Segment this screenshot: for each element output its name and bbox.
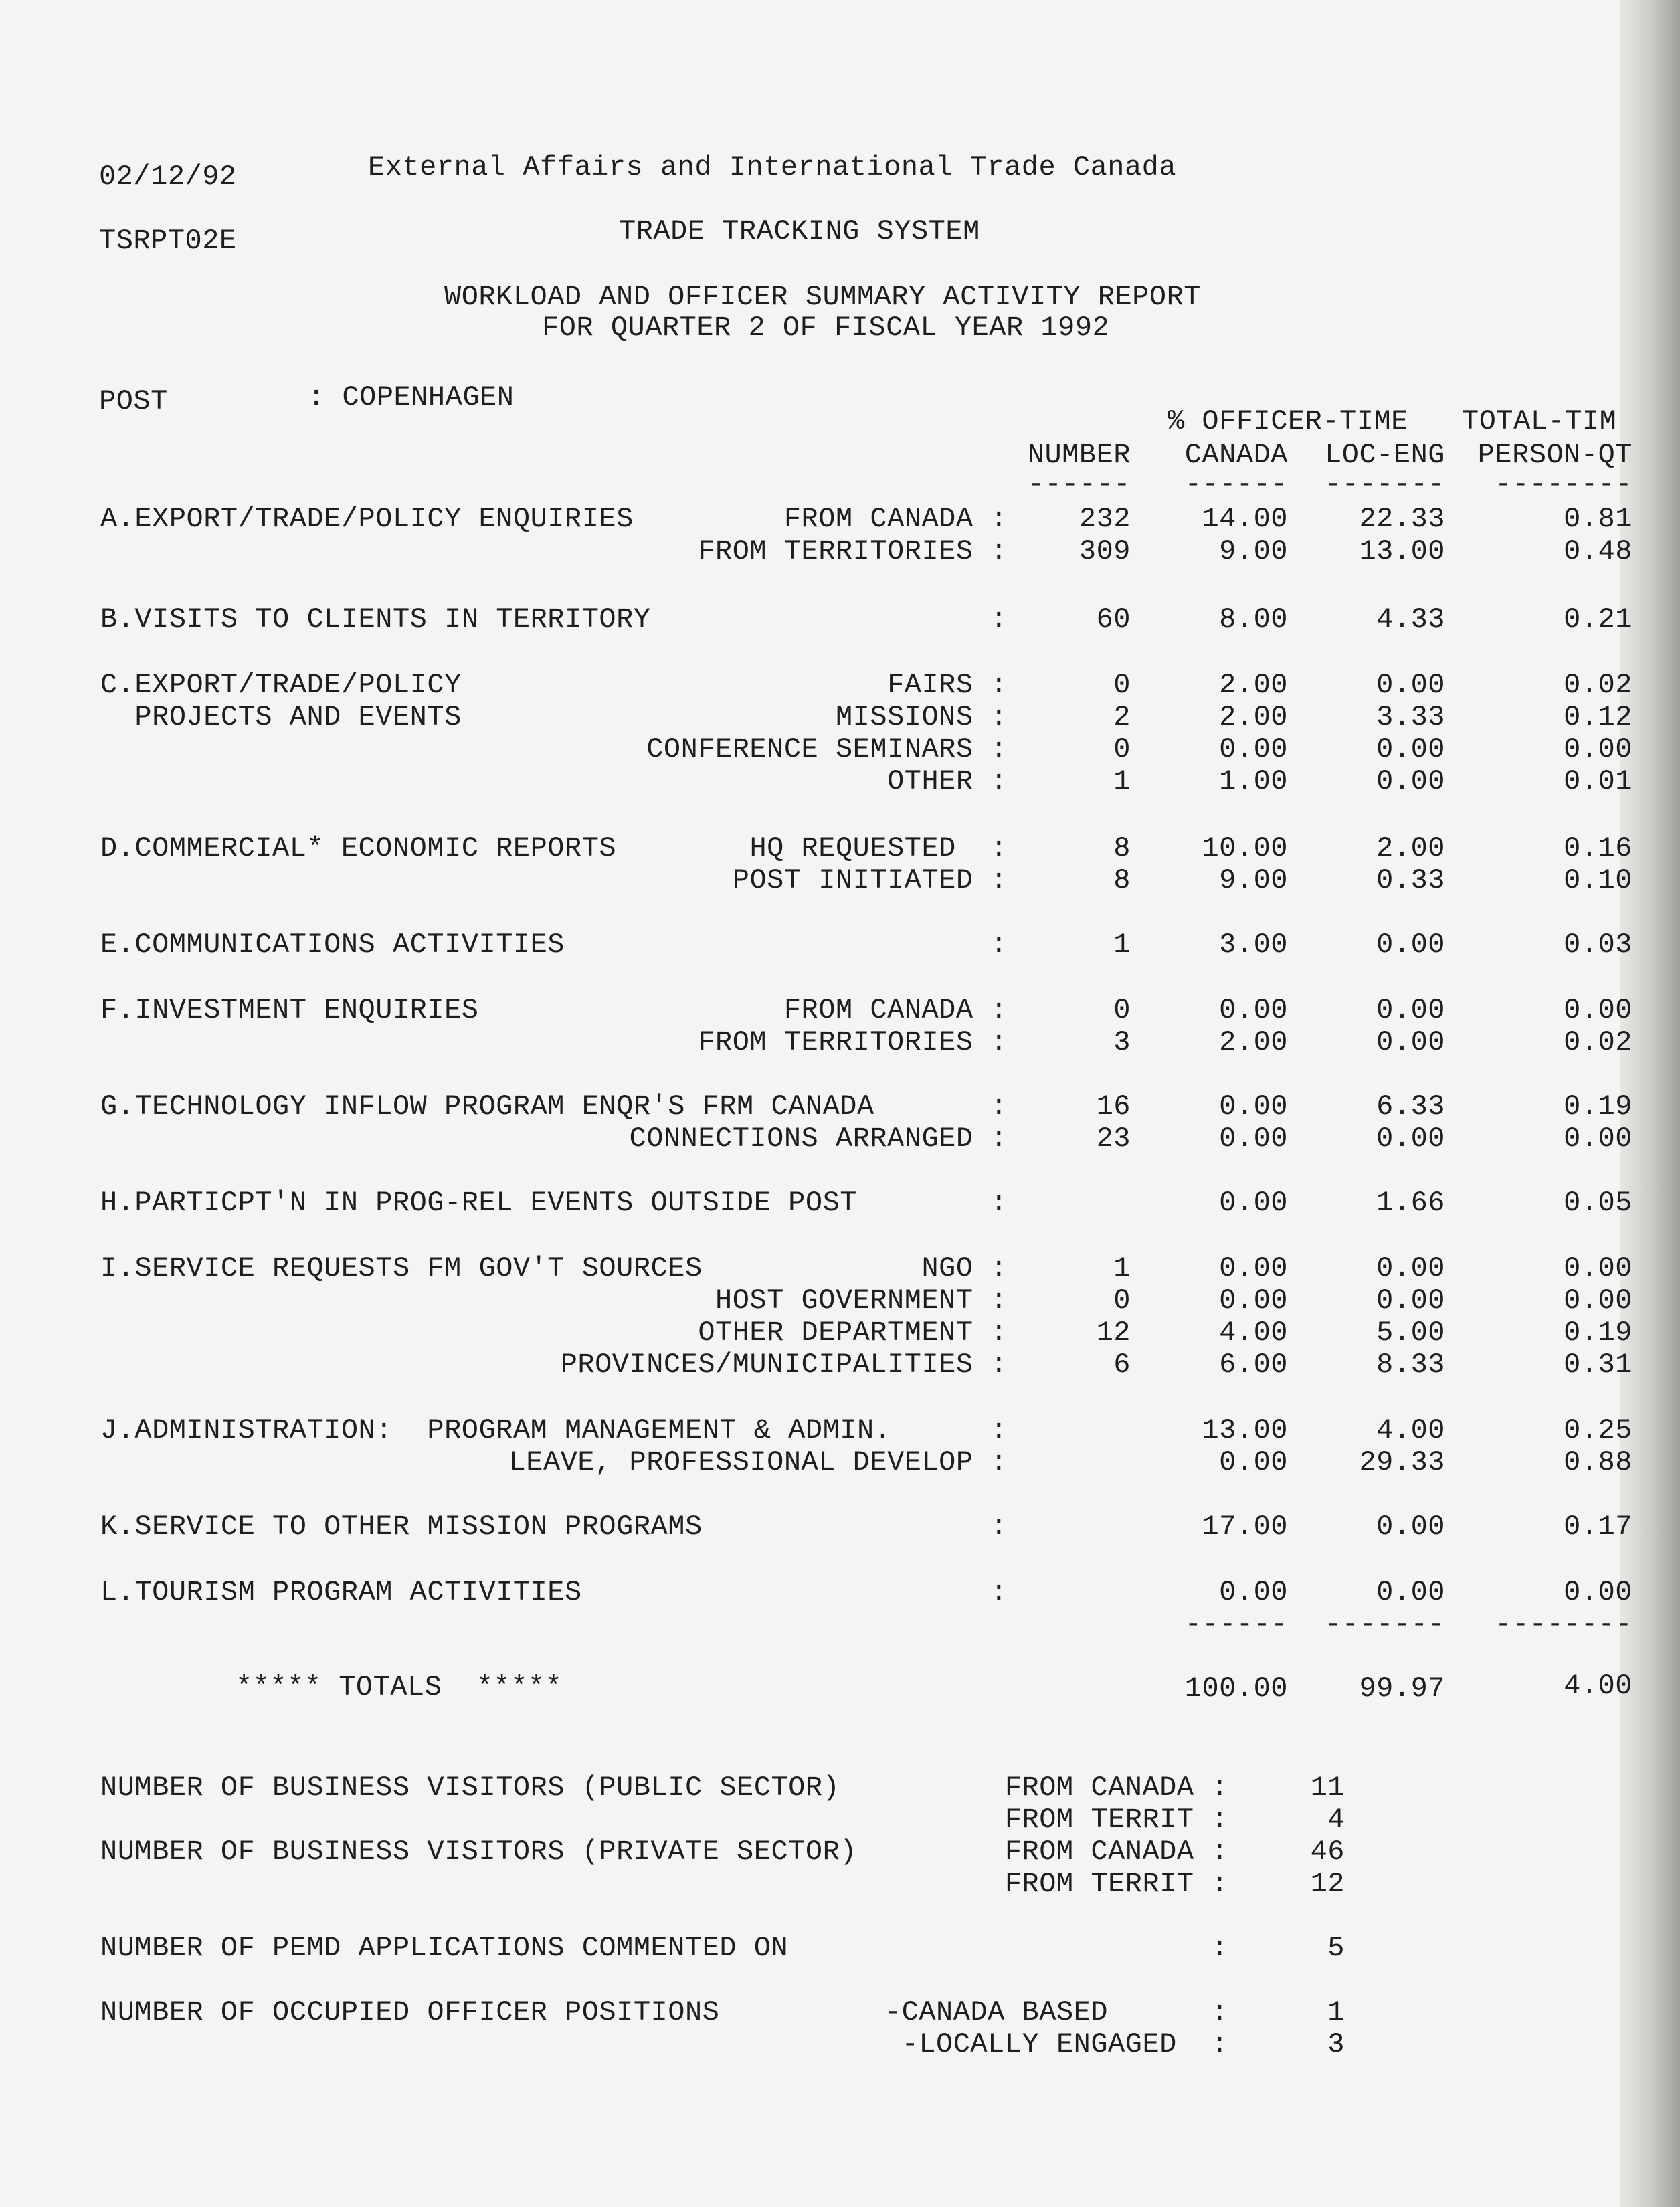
footer-value: 3 xyxy=(1327,2028,1345,2060)
cell-number: 1 xyxy=(1113,1252,1131,1284)
row-sublabel: FROM CANADA : xyxy=(783,503,1008,535)
report-date: 02/12/92 xyxy=(99,161,237,193)
cell-loc-eng: 0.00 xyxy=(1376,1511,1445,1543)
cell-person-qtr: 0.00 xyxy=(1564,994,1632,1026)
footer-sublabel: -LOCALLY ENGAGED : xyxy=(901,2028,1228,2060)
cell-person-qtr: 0.25 xyxy=(1564,1414,1632,1446)
row-label: A.EXPORT/TRADE/POLICY ENQUIRIES xyxy=(100,503,634,535)
footer-value: 1 xyxy=(1327,1996,1345,2028)
row-sublabel: FROM CANADA : xyxy=(783,994,1008,1026)
footer-label: NUMBER OF BUSINESS VISITORS (PRIVATE SECTOR) xyxy=(100,1836,857,1868)
row-label: F.INVESTMENT ENQUIRIES xyxy=(100,994,479,1026)
column-number-rule: ------ xyxy=(1027,468,1131,500)
cell-canada: 0.00 xyxy=(1219,1284,1288,1317)
cell-number: 232 xyxy=(1079,503,1131,535)
totals-loc-eng-rule: ------- xyxy=(1325,1608,1445,1640)
cell-number: 3 xyxy=(1113,1026,1131,1058)
cell-person-qtr: 0.19 xyxy=(1564,1090,1632,1123)
cell-person-qtr: 0.48 xyxy=(1564,535,1632,567)
cell-canada: 0.00 xyxy=(1219,1576,1288,1608)
cell-number: 0 xyxy=(1113,669,1131,701)
cell-canada: 10.00 xyxy=(1202,832,1288,864)
footer-value: 5 xyxy=(1327,1932,1345,1964)
cell-number: 0 xyxy=(1113,1284,1131,1317)
footer-value: 46 xyxy=(1310,1836,1345,1868)
cell-loc-eng: 13.00 xyxy=(1359,535,1445,567)
cell-loc-eng: 0.33 xyxy=(1376,864,1445,896)
cell-person-qtr: 0.03 xyxy=(1564,929,1632,961)
row-sublabel: LEAVE, PROFESSIONAL DEVELOP : xyxy=(508,1446,1008,1478)
organization-name: External Affairs and International Trade Canada xyxy=(368,151,1177,183)
footer-label: NUMBER OF BUSINESS VISITORS (PUBLIC SECTOR) xyxy=(100,1771,840,1804)
cell-person-qtr: 0.00 xyxy=(1564,1284,1632,1317)
row-label: J.ADMINISTRATION: PROGRAM MANAGEMENT & ADMIN. xyxy=(100,1414,892,1446)
row-sublabel: FAIRS : xyxy=(887,669,1008,701)
footer-sublabel: FROM TERRIT : xyxy=(1004,1868,1228,1900)
cell-loc-eng: 0.00 xyxy=(1376,1284,1445,1317)
cell-person-qtr: 0.12 xyxy=(1564,701,1632,733)
column-number-header: NUMBER xyxy=(1027,439,1131,471)
cell-canada: 2.00 xyxy=(1219,701,1288,733)
cell-canada: 0.00 xyxy=(1219,1123,1288,1155)
footer-sublabel: FROM TERRIT : xyxy=(1004,1804,1228,1836)
cell-person-qtr: 0.00 xyxy=(1564,733,1632,765)
cell-loc-eng: 2.00 xyxy=(1376,832,1445,864)
cell-canada: 3.00 xyxy=(1219,929,1288,961)
row-label: C.EXPORT/TRADE/POLICY xyxy=(100,669,462,701)
cell-person-qtr: 0.05 xyxy=(1564,1187,1632,1219)
cell-person-qtr: 0.31 xyxy=(1564,1349,1632,1381)
column-canada-header: CANADA xyxy=(1184,439,1288,471)
cell-loc-eng: 5.00 xyxy=(1376,1317,1445,1349)
row-sublabel: : xyxy=(990,603,1008,636)
cell-loc-eng: 1.66 xyxy=(1376,1187,1445,1219)
cell-canada: 0.00 xyxy=(1219,1446,1288,1478)
column-loc-eng-rule: ------- xyxy=(1325,468,1445,500)
cell-number: 0 xyxy=(1113,994,1131,1026)
cell-canada: 0.00 xyxy=(1219,994,1288,1026)
cell-canada: 14.00 xyxy=(1202,503,1288,535)
row-sublabel: FROM TERRITORIES : xyxy=(698,1026,1008,1058)
cell-canada: 0.00 xyxy=(1219,1090,1288,1123)
cell-loc-eng: 22.33 xyxy=(1359,503,1445,535)
row-sublabel: PROVINCES/MUNICIPALITIES : xyxy=(560,1349,1008,1381)
footer-value: 4 xyxy=(1327,1804,1345,1836)
cell-canada: 0.00 xyxy=(1219,733,1288,765)
footer-label: NUMBER OF OCCUPIED OFFICER POSITIONS xyxy=(100,1996,720,2028)
cell-person-qtr: 0.88 xyxy=(1564,1446,1632,1478)
row-sublabel: HQ REQUESTED : xyxy=(749,832,1008,864)
cell-number: 6 xyxy=(1113,1349,1131,1381)
row-sublabel: CONFERENCE SEMINARS : xyxy=(646,733,1008,765)
system-name: TRADE TRACKING SYSTEM xyxy=(619,215,980,248)
row-sublabel: OTHER : xyxy=(887,765,1008,797)
cell-loc-eng: 0.00 xyxy=(1376,994,1445,1026)
row-label: D.COMMERCIAL* ECONOMIC REPORTS xyxy=(100,832,617,864)
cell-number: 1 xyxy=(1113,765,1131,797)
cell-canada: 1.00 xyxy=(1219,765,1288,797)
cell-person-qtr: 0.21 xyxy=(1564,603,1632,636)
cell-person-qtr: 0.00 xyxy=(1564,1252,1632,1284)
cell-canada: 2.00 xyxy=(1219,669,1288,701)
cell-number: 8 xyxy=(1113,832,1131,864)
row-sublabel: CONNECTIONS ARRANGED : xyxy=(629,1123,1008,1155)
row-sublabel: : xyxy=(990,1511,1008,1543)
footer-sublabel: -CANADA BASED : xyxy=(884,1996,1228,2028)
totals-canada-rule: ------ xyxy=(1184,1608,1288,1640)
cell-canada: 2.00 xyxy=(1219,1026,1288,1058)
row-sublabel: : xyxy=(990,929,1008,961)
row-sublabel: : xyxy=(990,1576,1008,1608)
report-title: WORKLOAD AND OFFICER SUMMARY ACTIVITY REPORT xyxy=(444,281,1201,313)
row-label: G.TECHNOLOGY INFLOW PROGRAM ENQR'S FRM CANADA xyxy=(100,1090,874,1123)
cell-loc-eng: 0.00 xyxy=(1376,1123,1445,1155)
cell-loc-eng: 0.00 xyxy=(1376,1252,1445,1284)
cell-person-qtr: 0.19 xyxy=(1564,1317,1632,1349)
row-label: K.SERVICE TO OTHER MISSION PROGRAMS xyxy=(100,1511,703,1543)
cell-canada: 0.00 xyxy=(1219,1187,1288,1219)
cell-canada: 13.00 xyxy=(1202,1414,1288,1446)
cell-number: 309 xyxy=(1079,535,1131,567)
cell-canada: 9.00 xyxy=(1219,864,1288,896)
report-id: TSRPT02E xyxy=(99,225,237,257)
post-label: POST xyxy=(99,385,168,417)
totals-person-qtr-rule: -------- xyxy=(1495,1608,1632,1640)
report-subtitle: FOR QUARTER 2 OF FISCAL YEAR 1992 xyxy=(542,312,1110,344)
cell-loc-eng: 6.33 xyxy=(1376,1090,1445,1123)
cell-number: 1 xyxy=(1113,929,1131,961)
cell-loc-eng: 0.00 xyxy=(1376,765,1445,797)
cell-loc-eng: 0.00 xyxy=(1376,733,1445,765)
cell-person-qtr: 0.16 xyxy=(1564,832,1632,864)
footer-value: 11 xyxy=(1310,1771,1345,1804)
cell-loc-eng: 8.33 xyxy=(1376,1349,1445,1381)
cell-number: 0 xyxy=(1113,733,1131,765)
column-person-qtr-header: PERSON-QT xyxy=(1477,439,1632,471)
cell-loc-eng: 0.00 xyxy=(1376,1576,1445,1608)
cell-loc-eng: 0.00 xyxy=(1376,929,1445,961)
cell-loc-eng: 3.33 xyxy=(1376,701,1445,733)
cell-loc-eng: 29.33 xyxy=(1359,1446,1445,1478)
totals-canada: 100.00 xyxy=(1184,1672,1288,1705)
cell-person-qtr: 0.01 xyxy=(1564,765,1632,797)
column-group-total-time: TOTAL-TIM xyxy=(1462,405,1617,438)
cell-canada: 17.00 xyxy=(1202,1511,1288,1543)
row-sublabel: HOST GOVERNMENT : xyxy=(715,1284,1008,1317)
cell-number: 12 xyxy=(1096,1317,1131,1349)
cell-person-qtr: 0.81 xyxy=(1564,503,1632,535)
totals-loc-eng: 99.97 xyxy=(1359,1672,1445,1705)
row-sublabel: OTHER DEPARTMENT : xyxy=(698,1317,1008,1349)
footer-sublabel: FROM CANADA : xyxy=(1004,1836,1228,1868)
cell-number: 8 xyxy=(1113,864,1131,896)
row-sublabel: NGO : xyxy=(921,1252,1008,1284)
totals-person-qtr: 4.00 xyxy=(1564,1670,1632,1702)
cell-person-qtr: 0.10 xyxy=(1564,864,1632,896)
cell-loc-eng: 0.00 xyxy=(1376,1026,1445,1058)
footer-sublabel: : xyxy=(1211,1932,1228,1964)
cell-number: 16 xyxy=(1096,1090,1131,1123)
row-label: E.COMMUNICATIONS ACTIVITIES xyxy=(100,929,565,961)
totals-label: ***** TOTALS ***** xyxy=(236,1671,563,1703)
cell-loc-eng: 4.00 xyxy=(1376,1414,1445,1446)
cell-person-qtr: 0.00 xyxy=(1564,1123,1632,1155)
cell-canada: 0.00 xyxy=(1219,1252,1288,1284)
cell-person-qtr: 0.02 xyxy=(1564,1026,1632,1058)
cell-person-qtr: 0.00 xyxy=(1564,1576,1632,1608)
column-group-officer-time: % OFFICER-TIME xyxy=(1168,405,1408,438)
footer-label: NUMBER OF PEMD APPLICATIONS COMMENTED ON xyxy=(100,1932,789,1964)
row-label: I.SERVICE REQUESTS FM GOV'T SOURCES xyxy=(100,1252,703,1284)
cell-loc-eng: 4.33 xyxy=(1376,603,1445,636)
row-sublabel: MISSIONS : xyxy=(835,701,1008,733)
footer-value: 12 xyxy=(1310,1868,1345,1900)
row-label: L.TOURISM PROGRAM ACTIVITIES xyxy=(100,1576,582,1608)
cell-canada: 8.00 xyxy=(1219,603,1288,636)
cell-canada: 6.00 xyxy=(1219,1349,1288,1381)
column-canada-rule: ------ xyxy=(1184,468,1288,500)
row-label: B.VISITS TO CLIENTS IN TERRITORY xyxy=(100,603,651,636)
row-sublabel: POST INITIATED : xyxy=(732,864,1008,896)
row-label: H.PARTICPT'N IN PROG-REL EVENTS OUTSIDE POST xyxy=(100,1187,857,1219)
column-loc-eng-header: LOC-ENG xyxy=(1325,439,1445,471)
cell-person-qtr: 0.02 xyxy=(1564,669,1632,701)
row-sublabel: : xyxy=(990,1090,1008,1123)
column-person-qtr-rule: -------- xyxy=(1495,468,1632,500)
cell-loc-eng: 0.00 xyxy=(1376,669,1445,701)
row-sublabel: : xyxy=(990,1187,1008,1219)
row-label: PROJECTS AND EVENTS xyxy=(100,701,462,733)
cell-canada: 9.00 xyxy=(1219,535,1288,567)
footer-sublabel: FROM CANADA : xyxy=(1004,1771,1228,1804)
cell-number: 60 xyxy=(1096,603,1131,636)
cell-canada: 4.00 xyxy=(1219,1317,1288,1349)
cell-number: 2 xyxy=(1113,701,1131,733)
row-sublabel: FROM TERRITORIES : xyxy=(698,535,1008,567)
post-value: : COPENHAGEN xyxy=(308,381,515,413)
cell-number: 23 xyxy=(1096,1123,1131,1155)
cell-person-qtr: 0.17 xyxy=(1564,1511,1632,1543)
row-sublabel: : xyxy=(990,1414,1008,1446)
